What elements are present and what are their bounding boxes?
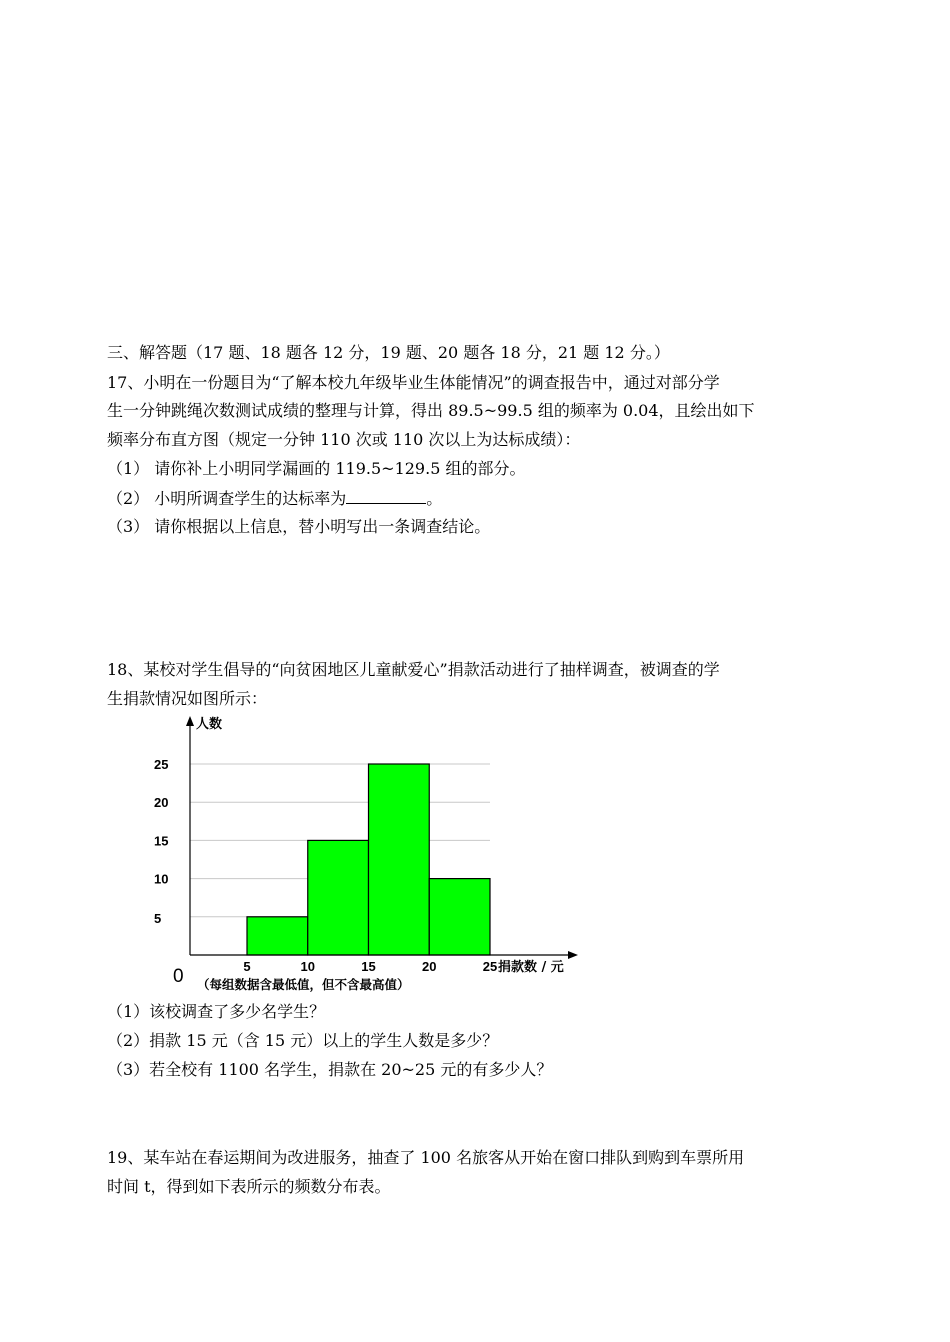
- q17-line-3: 频率分布直方图（规定一分钟 110 次或 110 次以上为达标成绩）：: [107, 430, 581, 449]
- x-axis-label: 捐款数 / 元: [498, 960, 564, 975]
- q17-line-1: 17、小明在一份题目为“了解本校九年级毕业生体能情况”的调查报告中，通过对部分学: [107, 373, 720, 392]
- x-tick-label: 5: [243, 959, 251, 974]
- section-header: 三、解答题（17 题、18 题各 12 分，19 题、20 题各 18 分，21 题 12 分。）: [107, 343, 670, 362]
- histogram-bar: [308, 840, 369, 955]
- x-tick-label: 25: [482, 959, 498, 974]
- q19-line-2: 时间 t，得到如下表所示的频数分布表。: [107, 1177, 391, 1196]
- x-tick-label: 15: [361, 959, 376, 974]
- y-axis-label: 人数: [196, 717, 223, 732]
- q17-sub-2-end: 。: [426, 489, 443, 508]
- y-axis-arrow-icon: [186, 716, 194, 726]
- x-tick-label: 20: [422, 959, 437, 974]
- y-tick-label: 25: [154, 757, 169, 772]
- q17-line-2: 生一分钟跳绳次数测试成绩的整理与计算，得出 89.5~99.5 组的频率为 0.04，且绘出如下: [107, 401, 755, 420]
- q18-sub-2: （2）捐款 15 元（含 15 元）以上的学生人数是多少？: [107, 1031, 499, 1050]
- y-tick-label: 5: [154, 910, 162, 926]
- y-tick-label: 10: [154, 871, 169, 887]
- origin-label: 0: [173, 966, 184, 987]
- answer-blank[interactable]: [346, 487, 426, 504]
- y-tick-label: 15: [154, 833, 169, 849]
- x-tick-label: 10: [300, 959, 315, 974]
- q18-sub-3: （3）若全校有 1100 名学生，捐款在 20~25 元的有多少人？: [107, 1060, 553, 1079]
- histogram-bar: [369, 764, 430, 955]
- y-tick-labels: [154, 757, 168, 926]
- q17-sub-2-text: （2） 小明所调查学生的达标率为: [107, 489, 347, 508]
- q18-line-2: 生捐款情况如图所示：: [107, 689, 268, 708]
- bars: [247, 764, 490, 955]
- x-tick-labels: [243, 959, 497, 974]
- histogram-bar: [247, 917, 308, 955]
- donation-histogram: [140, 712, 600, 1002]
- chart-note: （每组数据含最低值，但不含最高值）: [197, 977, 410, 992]
- x-axis-arrow-icon: [568, 951, 578, 959]
- y-tick-label: 20: [154, 795, 169, 811]
- q19-line-1: 19、某车站在春运期间为改进服务，抽查了 100 名旅客从开始在窗口排队到购到车票所用: [107, 1148, 745, 1167]
- q18-sub-1: （1）该校调查了多少名学生？: [107, 1002, 326, 1021]
- q17-sub-1: （1） 请你补上小明同学漏画的 119.5~129.5 组的部分。: [107, 459, 526, 478]
- histogram-bar: [429, 879, 490, 955]
- q18-line-1: 18、某校对学生倡导的“向贫困地区儿童献爱心”捐款活动进行了抽样调查，被调查的学: [107, 660, 720, 679]
- q17-sub-2: [107, 487, 442, 510]
- q17-sub-3: （3） 请你根据以上信息，替小明写出一条调查结论。: [107, 517, 491, 536]
